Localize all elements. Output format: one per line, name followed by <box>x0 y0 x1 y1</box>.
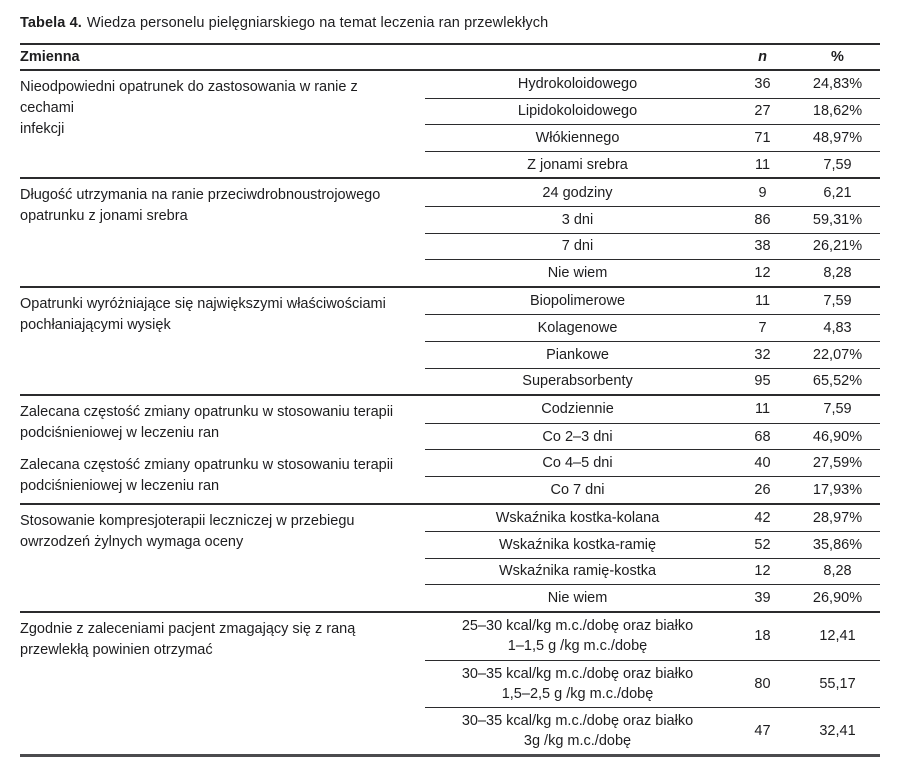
row-option <box>425 453 730 473</box>
row-option <box>425 101 730 121</box>
variable-label-line: Opatrunki wyróżniające się największymi właściwościami <box>20 295 386 312</box>
row-percent-value: 22,07% <box>812 346 863 363</box>
row-n-value: 52 <box>754 536 771 553</box>
table-row <box>425 584 880 611</box>
table-row <box>425 98 880 125</box>
group-rows <box>425 71 880 177</box>
row-option <box>425 210 730 230</box>
row-percent-value: 26,21% <box>812 238 863 255</box>
row-option-line: 3g /kg m.c./dobę <box>523 732 632 749</box>
table-row <box>425 233 880 260</box>
group-rows <box>425 288 880 394</box>
column-header-n: n <box>758 49 767 65</box>
variable-label-line: owrzodzeń żylnych wymaga oceny <box>20 533 244 550</box>
variable-label <box>20 183 409 227</box>
row-option-line: Co 4–5 dni <box>542 455 613 472</box>
row-option-line: Lipidokoloidowego <box>517 103 638 120</box>
row-percent-value: 4,83 <box>823 320 852 337</box>
table-body <box>20 71 880 757</box>
variable-label <box>20 75 409 140</box>
table-row <box>425 396 880 423</box>
row-option-line: Włókiennego <box>535 129 620 146</box>
table-row <box>425 71 880 98</box>
row-percent-value: 48,97% <box>812 129 863 146</box>
table-row <box>425 151 880 178</box>
table-row <box>425 531 880 558</box>
row-option-line: Z jonami srebra <box>527 156 628 173</box>
row-option-line: Co 7 dni <box>550 481 605 498</box>
row-percent-value: 24,83% <box>812 76 863 93</box>
row-percent-value: 35,86% <box>812 536 863 553</box>
column-header-variable: Zmienna <box>20 49 80 65</box>
table-row <box>425 179 880 206</box>
row-option <box>425 399 730 419</box>
row-n-value: 32 <box>754 346 771 363</box>
row-option-line: Wskaźnika kostka-kolana <box>495 509 660 526</box>
row-option-line: Wskaźnika kostka-ramię <box>498 536 657 553</box>
row-percent-value: 6,21 <box>823 184 852 201</box>
table-row <box>425 660 880 707</box>
row-percent-value: 32,41 <box>819 722 856 739</box>
row-n-value: 11 <box>754 401 771 418</box>
row-option-line: Superabsorbenty <box>522 373 633 390</box>
row-option <box>425 535 730 555</box>
group-variable-cell <box>20 396 425 502</box>
row-percent-value: 59,31% <box>812 211 863 228</box>
row-percent-value: 65,52% <box>812 373 863 390</box>
row-option <box>425 711 730 751</box>
row-option <box>425 318 730 338</box>
row-percent-value: 7,59 <box>823 401 852 418</box>
table-caption-text: Wiedza personelu pielęgniarskiego na temat leczenia ran przewlekłych <box>86 15 549 31</box>
row-percent-value: 46,90% <box>812 428 863 445</box>
row-option <box>425 263 730 283</box>
row-n-value: 42 <box>754 509 771 526</box>
variable-label-line: Nieodpowiedni opatrunek do zastosowania w ranie z cechami <box>20 79 358 116</box>
row-percent-value: 7,59 <box>823 156 852 173</box>
row-n-value: 26 <box>754 481 771 498</box>
table-row <box>425 558 880 585</box>
row-n-value: 18 <box>754 628 771 645</box>
row-percent-value: 55,17 <box>819 675 856 692</box>
table-group <box>20 71 880 179</box>
table-row <box>425 449 880 476</box>
row-option-line: 30–35 kcal/kg m.c./dobę oraz białko <box>461 665 694 682</box>
table-group <box>20 505 880 613</box>
row-n-value: 39 <box>754 590 771 607</box>
table-row <box>425 341 880 368</box>
row-n-value: 9 <box>758 184 767 201</box>
row-n-value: 71 <box>754 129 771 146</box>
row-option <box>425 345 730 365</box>
group-variable-cell <box>20 288 425 394</box>
row-option <box>425 236 730 256</box>
variable-label-line: pochłaniającymi wysięk <box>20 316 171 333</box>
row-n-value: 11 <box>754 156 771 173</box>
variable-label-line: przewlekłą powinien otrzymać <box>20 641 213 658</box>
variable-label-line: Długość utrzymania na ranie przeciwdrobnoustrojowego <box>20 187 381 204</box>
row-percent-value: 8,28 <box>823 563 852 580</box>
row-option <box>425 74 730 94</box>
row-percent-value: 17,93% <box>812 481 863 498</box>
row-option-line: Nie wiem <box>547 590 608 607</box>
table-group <box>20 179 880 287</box>
table-group <box>20 396 880 504</box>
row-n-value: 12 <box>754 264 771 281</box>
table-group <box>20 288 880 396</box>
row-n-value: 47 <box>754 722 771 739</box>
column-header-percent: % <box>831 49 844 65</box>
row-option-line: Codziennie <box>541 401 614 418</box>
table-header-row <box>20 43 880 71</box>
row-option <box>425 561 730 581</box>
variable-label-line: Zalecana częstość zmiany opatrunku w stosowaniu terapii <box>20 456 394 473</box>
row-option <box>425 508 730 528</box>
row-n-value: 12 <box>754 563 771 580</box>
row-n-value: 86 <box>754 211 771 228</box>
row-percent-value: 28,97% <box>812 509 863 526</box>
row-n-value: 38 <box>754 238 771 255</box>
variable-label <box>20 449 409 502</box>
row-option <box>425 664 730 704</box>
row-option <box>425 616 730 656</box>
variable-label-line: opatrunku z jonami srebra <box>20 208 188 225</box>
row-n-value: 36 <box>754 76 771 93</box>
table-row <box>425 368 880 395</box>
variable-label <box>20 509 409 553</box>
row-option-line: Piankowe <box>546 346 609 363</box>
table-group <box>20 613 880 757</box>
group-rows <box>425 613 880 754</box>
row-n-value: 11 <box>754 293 771 310</box>
table-row <box>425 288 880 315</box>
row-option-line: 24 godziny <box>542 184 613 201</box>
row-option-line: 7 dni <box>561 238 594 255</box>
variable-label-line: podciśnieniowej w leczeniu ran <box>20 477 220 494</box>
row-option-line: Hydrokoloidowego <box>517 76 638 93</box>
row-option <box>425 427 730 447</box>
row-option-line: Co 2–3 dni <box>542 428 613 445</box>
group-variable-cell <box>20 505 425 611</box>
table-row <box>425 707 880 754</box>
row-n-value: 7 <box>758 320 767 337</box>
table-row <box>425 423 880 450</box>
table-row <box>425 613 880 660</box>
group-rows <box>425 396 880 502</box>
variable-label-line: infekcji <box>20 121 65 137</box>
row-option-line: Wskaźnika ramię-kostka <box>498 563 657 580</box>
row-option-line: 1,5–2,5 g /kg m.c./dobę <box>501 685 654 702</box>
row-n-value: 27 <box>754 103 771 120</box>
row-option-line: 25–30 kcal/kg m.c./dobę oraz białko <box>461 618 694 635</box>
row-option-line: Biopolimerowe <box>529 293 626 310</box>
table-row <box>425 505 880 532</box>
table-caption-number: Tabela 4. <box>20 15 82 31</box>
group-rows <box>425 179 880 285</box>
row-percent-value: 27,59% <box>812 455 863 472</box>
table-row <box>425 124 880 151</box>
table-row <box>425 259 880 286</box>
row-option <box>425 155 730 175</box>
row-option <box>425 588 730 608</box>
table-row <box>425 206 880 233</box>
row-option-line: Kolagenowe <box>537 320 618 337</box>
row-percent-value: 8,28 <box>823 264 852 281</box>
variable-label-line: Zgodnie z zaleceniami pacjent zmagający się z raną <box>20 620 356 637</box>
row-n-value: 40 <box>754 455 771 472</box>
variable-label-line: podciśnieniowej w leczeniu ran <box>20 424 220 441</box>
variable-label-line: Stosowanie kompresjoterapii leczniczej w przebiegu <box>20 512 355 529</box>
group-variable-cell <box>20 613 425 754</box>
row-option-line: 3 dni <box>561 211 594 228</box>
row-option <box>425 291 730 311</box>
row-option-line: Nie wiem <box>547 264 608 281</box>
row-n-value: 80 <box>754 675 771 692</box>
variable-label <box>20 617 409 661</box>
row-percent-value: 26,90% <box>812 590 863 607</box>
row-option-line: 30–35 kcal/kg m.c./dobę oraz białko <box>461 712 694 729</box>
row-option <box>425 183 730 203</box>
group-rows <box>425 505 880 611</box>
row-option-line: 1–1,5 g /kg m.c./dobę <box>507 638 648 655</box>
knowledge-table <box>20 43 880 757</box>
variable-label-line: Zalecana częstość zmiany opatrunku w stosowaniu terapii <box>20 403 394 420</box>
table-row <box>425 476 880 503</box>
row-percent-value: 12,41 <box>819 628 856 645</box>
row-n-value: 68 <box>754 428 771 445</box>
row-option <box>425 371 730 391</box>
variable-label <box>20 396 409 449</box>
table-caption <box>20 13 880 33</box>
variable-label <box>20 292 409 336</box>
row-option <box>425 480 730 500</box>
row-n-value: 95 <box>754 373 771 390</box>
table-row <box>425 314 880 341</box>
row-percent-value: 18,62% <box>812 103 863 120</box>
row-option <box>425 128 730 148</box>
group-variable-cell <box>20 179 425 285</box>
group-variable-cell <box>20 71 425 177</box>
row-percent-value: 7,59 <box>823 293 852 310</box>
